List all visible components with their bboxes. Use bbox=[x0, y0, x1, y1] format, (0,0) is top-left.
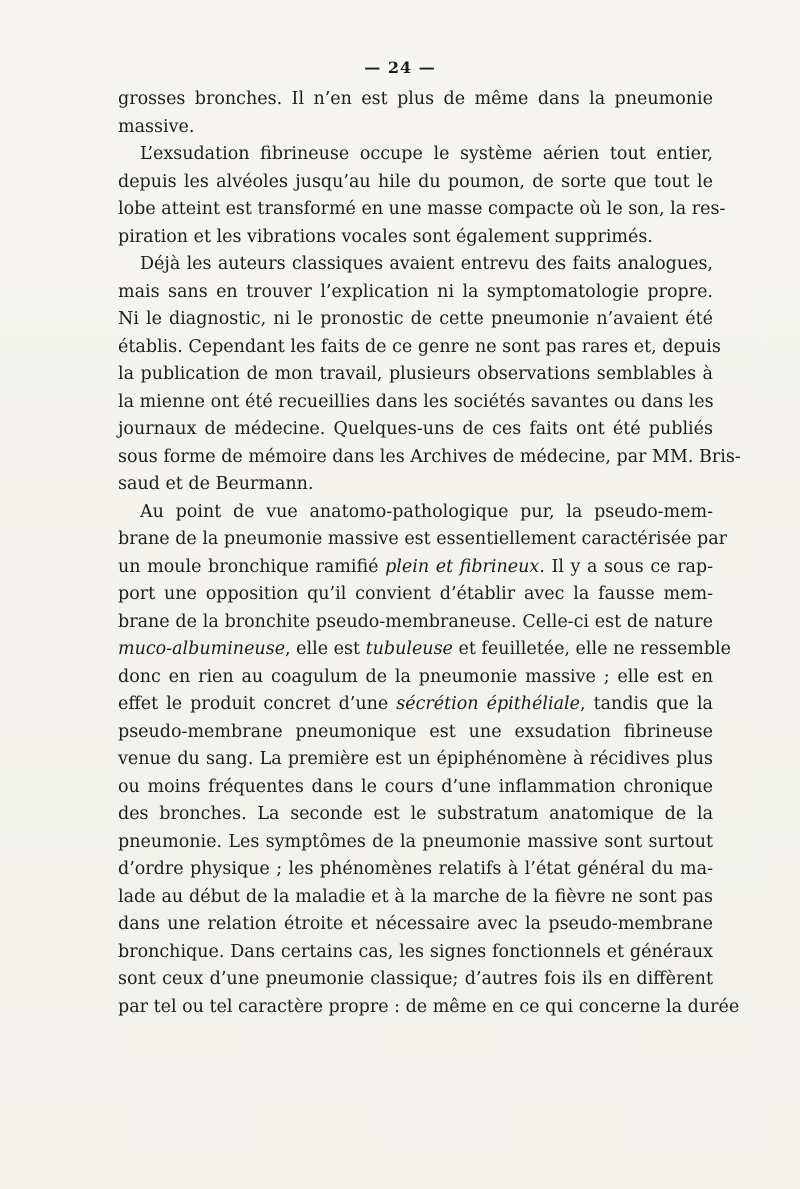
text-segment: , tandis que la bbox=[579, 694, 713, 714]
body-text bbox=[118, 86, 741, 1021]
text-line: lade au début de la maladie et à la marche de la fièvre ne sont pas bbox=[118, 886, 713, 907]
text-line: ou moins fréquentes dans le cours d’une inflammation chronique bbox=[118, 776, 713, 797]
text-line: sont ceux d’une pneumonie classique; d’autres fois ils en diffèrent bbox=[118, 969, 713, 989]
text-line: pneumonie. Les symptômes de la pneumonie massive sont surtout bbox=[118, 831, 713, 852]
text-line: brane de la bronchite pseudo-membraneuse. Celle-ci est de nature bbox=[118, 611, 713, 632]
text-line: bronchique. Dans certains cas, les signes fonctionnels et généraux bbox=[118, 941, 713, 962]
text-line: piration et les vibrations vocales sont également supprimés. bbox=[118, 226, 653, 247]
text-line: pseudo-membrane pneumonique est une exsudation fibrineuse bbox=[118, 721, 713, 742]
text-line: des bronches. La seconde est le substratum anatomique de la bbox=[118, 804, 713, 824]
text-line: venue du sang. La première est un épiphénomène à récidives plus bbox=[118, 749, 713, 769]
text-line bbox=[118, 636, 732, 664]
text-line: massive. bbox=[118, 116, 195, 137]
text-line bbox=[118, 691, 713, 719]
text-segment: , elle est bbox=[285, 639, 366, 659]
text-line: donc en rien au coagulum de la pneumonie massive ; elle est en bbox=[118, 666, 713, 687]
text-line: Déjà les auteurs classiques avaient entrevu des faits analogues, bbox=[140, 254, 713, 274]
italic-phrase: muco-albumineuse bbox=[118, 639, 286, 659]
text-line: la publication de mon travail, plusieurs observations semblables à bbox=[118, 364, 713, 384]
text-line: par tel ou tel caractère propre : de même en ce qui concerne la durée bbox=[118, 996, 740, 1017]
text-line: mais sans en trouver l’explication ni la symptomatologie propre. bbox=[118, 281, 713, 302]
text-segment: effet le produit concret d’une bbox=[118, 694, 397, 714]
text-segment: un moule bronchique ramifié bbox=[118, 556, 386, 577]
italic-phrase: tubuleuse bbox=[365, 639, 453, 659]
text-line: port une opposition qu’il convient d’établir avec la fausse mem- bbox=[118, 584, 713, 604]
text-line: sous forme de mémoire dans les Archives de médecine, par MM. Bris- bbox=[118, 446, 741, 467]
text-line: Ni le diagnostic, ni le pronostic de cette pneumonie n’avaient été bbox=[118, 309, 713, 329]
text-line: d’ordre physique ; les phénomènes relatifs à l’état général du ma- bbox=[118, 859, 713, 879]
italic-phrase: plein et fibrineux bbox=[385, 556, 540, 577]
text-line: L’exsudation fibrineuse occupe le système aérien tout entier, bbox=[140, 144, 713, 164]
text-line: grosses bronches. Il n’en est plus de même dans la pneumonie bbox=[118, 89, 713, 109]
text-line: saud et de Beurmann. bbox=[118, 474, 314, 494]
text-line bbox=[118, 554, 713, 582]
text-line: lobe atteint est transformé en une masse compacte où le son, la res- bbox=[118, 199, 726, 219]
text-line: établis. Cependant les faits de ce genre ne sont pas rares et, depuis bbox=[118, 336, 721, 357]
text-line: depuis les alvéoles jusqu’au hile du poumon, de sorte que tout le bbox=[118, 171, 713, 192]
italic-phrase: sécrétion épithéliale bbox=[396, 694, 580, 714]
text-line: Au point de vue anatomo-pathologique pur, la pseudo-mem- bbox=[140, 501, 713, 522]
text-line: la mienne ont été recueillies dans les sociétés savantes ou dans les bbox=[118, 391, 714, 412]
text-segment: et feuilletée, elle ne ressemble bbox=[452, 639, 732, 659]
text-line: journaux de médecine. Quelques-uns de ces faits ont été publiés bbox=[118, 419, 713, 439]
text-line: dans une relation étroite et nécessaire avec la pseudo-membrane bbox=[118, 914, 713, 934]
text-segment: . Il y a sous ce rap- bbox=[539, 556, 713, 577]
text-line: brane de la pneumonie massive est essentiellement caractérisée par bbox=[118, 529, 727, 549]
page-number: — 24 — bbox=[364, 58, 436, 77]
